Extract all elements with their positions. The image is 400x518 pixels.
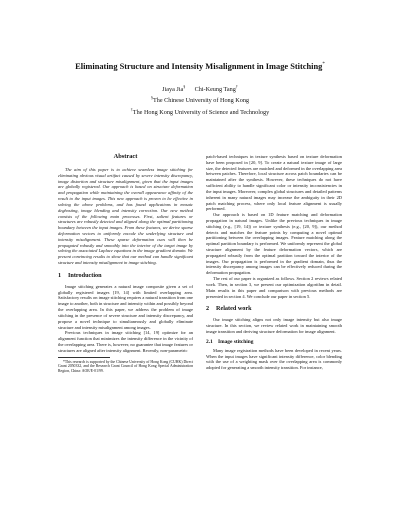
affiliation-text: The Hong Kong University of Science and Technology [132,108,270,116]
subsection-heading-image-stitching [206,339,342,346]
abstract-text: The aim of this paper is to achieve seamless image stitching for eliminating obvious visual artifact caused by severe intensity discrepancy, image distortion and structure misalignment, given that the input images are globally registered. Our approach is based on structure deformation and propagation while maintaining the overall appearance affinity of the result to the input images. This new approach is proven to be effective in solving the above problems, and has found applications in mosaic deghosting, image blending and intensity correction. Our new method consists of the following main processes. First, salient features or structures are robustly detected and aligned along the optimal partitioning boundary between the input images. From these features, we derive sparse deformation vectors to uniformly encode the underlying structure and intensity misalignment. These sparse deformation cues will then be propagated robustly and smoothly into the interior of the target image by solving the associated Laplace equations in the image gradient domain. We present convincing results to show that our method can handle significant structure and intensity misalignment in image stitching. [58,167,193,265]
body-paragraph: Image stitching generates a natural image composite given a set of globally registered images [19, 14] with limited overlapping area. Satisfactory results on image stitching requires a natural transition from one image to another, both in structure and intensity within and possibly beyond the overlapping area. In this paper, we address the problem of image stitching in the presence of severe structure and intensity discrepancy, and propose a novel technique to simultaneously and globally eliminate structure and intensity misalignment among images. [58,283,193,330]
section-heading-related-work [206,305,342,313]
body-paragraph: The rest of our paper is organized as follows. Section 2 reviews related work. Then, in section 3, we present our optimization algorithm in detail. Main results in this paper and comparison with previous methods are presented in section 4. We conclude our paper in section 5. [206,276,342,299]
author-name: Chi-Keung Tang [194,86,236,94]
author-names [0,83,400,94]
abstract-heading: Abstract [113,153,138,160]
author-block [0,83,400,117]
author-mark: § [183,84,186,89]
affiliation-mark: † [130,106,133,112]
author-name: Jiaya Jia [162,86,184,94]
paper-title [0,60,400,72]
section-number: 2 [206,305,210,313]
paper-title-text: Eliminating Structure and Intensity Misalignment in Image Stitching [75,61,323,71]
right-column [206,154,342,371]
affiliation-text: The Chinese University of Hong Kong [152,97,250,105]
section-number: 1 [58,271,62,279]
footnote-divider [58,357,110,358]
body-paragraph: Our image stitching aligns not only image intensity but also image structure. In this section, we review related work in maintaining smooth image transition and deriving structure deformation for image alignment. [206,317,342,334]
left-column [58,153,193,374]
body-paragraph: patch-based techniques in texture synthesis based on texture deformation have been proposed in [20, 9]. To create a natural texture image of large size, the detected features are matched and deformed in the overlapping area between patches. Therefore, local structure across patch boundaries can be maintained after the synthesis. However, these techniques do not have sufficient ability to handle significant color or intensity inconsistencies in the input images. Moreover, complex global structures and detailed patterns inherent in many natural images may increase the ambiguity in their 2D patch matching process, where only local feature alignment is usually performed. [206,154,342,212]
affiliation [0,106,400,117]
title-footnote-mark: * [322,62,325,67]
affiliation-mark: § [150,95,153,101]
body-paragraph: Previous techniques in image stitching [14, 19] optimize for an alignment function that minimizes the intensity difference in the vicinity of the overlapping area. There is, however, no guarantee that image features or structures are aligned after intensity alignment. Recently, non-parametric [58,330,193,353]
body-paragraph: Many image registration methods have been developed in recent years. When the input images have significant intensity difference, color blending with the use of a weighting mask over the overlapping area is commonly adopted for generating a smooth intensity transition. For instance, [206,347,342,371]
section-title: Related work [216,305,252,313]
author-mark: † [235,84,238,89]
footnote: *This research is supported by the Chinese University of Hong Kong (CUHK) Direct Grant 2050332, and the Research Grant Council of Hong Kong Special Administration Region, China: AOE/E-01/99. [58,359,193,374]
section-heading-introduction [58,272,193,280]
section-title: Introduction [68,271,102,279]
subsection-title: Image stitching [218,338,254,345]
subsection-number: 2.1 [206,338,213,345]
body-paragraph: Our approach is based on 1D feature matching and deformation propagation in natural images. Unlike the previous techniques in image stitching (e.g., [19, 14]) or texture synthesis (e.g., [20, 9]), our method detects and matches the feature points by computing a novel optimal partitioning between the overlapping images. Feature matching along the optimal partition boundary is performed. We uniformly represent the global structure alignment by the feature deformation vectors, which are propagated robustly from the optimal partition toward the interior of the images. Our propagation is performed in the gradient domain, thus the intensity discrepancy among images can be effectively reduced during the deformation propagation. [206,212,342,276]
affiliation [0,94,400,105]
